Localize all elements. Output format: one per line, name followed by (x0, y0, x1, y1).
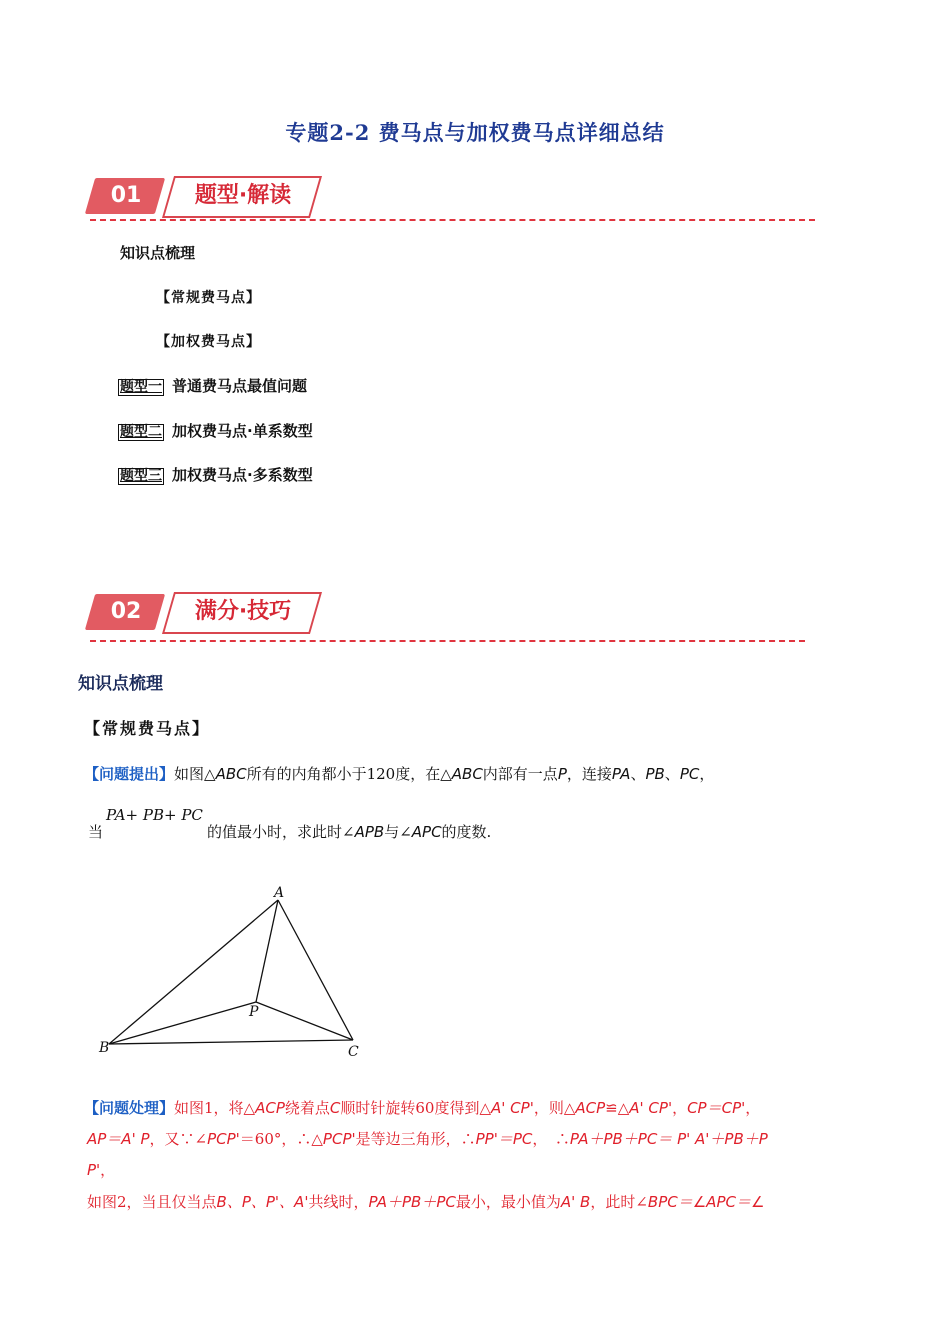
toc-type-item[interactable] (118, 420, 313, 441)
solution-math: PA＋PB＋PC (368, 1193, 456, 1211)
point-label-p: P (249, 1004, 259, 1020)
segment-bc (109, 1040, 353, 1044)
problem-text: 的度数. (441, 823, 492, 841)
section-heading: 知识点梳理 (78, 674, 163, 694)
problem-apb: APB (354, 823, 385, 841)
segment-ac (278, 900, 353, 1040)
solution-line-4 (87, 1191, 764, 1212)
solution-text: 最小，最小值为 (455, 1193, 561, 1211)
solution-math: PCP' (322, 1130, 356, 1148)
problem-pb: PB (645, 765, 665, 783)
solution-math: A' CP' (629, 1099, 673, 1117)
toc-type-item[interactable] (118, 375, 307, 396)
problem-line-1 (84, 763, 714, 784)
solution-math: ACP (255, 1099, 285, 1117)
section-banner-01 (90, 174, 330, 224)
segment-pc (256, 1002, 353, 1040)
toc-subheading-regular: 【常规费马点】 (156, 290, 261, 306)
section-label: 满分·技巧 (194, 599, 292, 624)
solution-text: 是等边三角形，∴ (355, 1130, 476, 1148)
problem-label: 【问题提出】 (84, 765, 175, 783)
solution-math: A' B (560, 1193, 591, 1211)
solution-text: 如图1，将△ (174, 1099, 256, 1117)
solution-math: ACP≌ (575, 1099, 618, 1117)
section-divider (90, 219, 815, 221)
toc-subheading-weighted: 【加权费马点】 (156, 334, 261, 350)
section-number: 02 (110, 599, 142, 624)
problem-sep: 、 (630, 765, 646, 783)
solution-math: BPC＝∠APC＝∠ (647, 1193, 765, 1211)
toc-type-tag: 题型一 (120, 379, 162, 395)
problem-text: 的值最小时，求此时∠ (207, 823, 355, 841)
solution-math: C (329, 1099, 341, 1117)
problem-line-2 (207, 821, 491, 842)
problem-p: P (557, 765, 567, 783)
solution-text: △ (617, 1099, 630, 1117)
section-number: 01 (110, 183, 142, 208)
toc-type-text: 加权费马点·单系数型 (172, 422, 313, 440)
problem-text: ，连接 (566, 765, 612, 783)
solution-text: ＝60°，∴△ (239, 1130, 323, 1148)
solution-text: ，此时∠ (590, 1193, 648, 1211)
problem-text: 内部有一点 (482, 765, 558, 783)
segment-ab (109, 900, 278, 1044)
problem-abc: ABC (215, 765, 247, 783)
solution-text: ， ∴ (532, 1130, 570, 1148)
problem-text: ， (699, 765, 715, 783)
solution-math: PP'＝PC (475, 1130, 533, 1148)
solution-line-2 (87, 1128, 768, 1149)
solution-text: 共线时， (308, 1193, 369, 1211)
solution-math: P' (87, 1161, 101, 1179)
solution-math: A' CP' (491, 1099, 534, 1117)
vertex-label-c: C (348, 1044, 359, 1060)
problem-apc: APC (411, 823, 442, 841)
problem-when: 当 (88, 823, 104, 841)
section-divider (90, 640, 805, 642)
section-label: 题型·解读 (194, 183, 292, 208)
solution-math: CP＝CP' (687, 1099, 746, 1117)
section-banner-02 (90, 590, 330, 640)
subsection-heading: 【常规费马点】 (84, 719, 211, 738)
problem-text: 所有的内角都小于120度，在△ (246, 765, 452, 783)
solution-math: PA＋PB＋PC＝ P' A'＋PB＋P (569, 1130, 768, 1148)
toc-type-text: 加权费马点·多系数型 (172, 466, 313, 484)
vertex-label-a: A (274, 885, 285, 901)
problem-pa: PA (611, 765, 631, 783)
solution-label: 【问题处理】 (84, 1099, 175, 1117)
solution-line-1 (84, 1097, 760, 1118)
segment-pb (109, 1002, 256, 1044)
solution-text: ， (745, 1099, 761, 1117)
toc-type-tag: 题型二 (120, 424, 162, 440)
solution-line-3 (87, 1159, 115, 1180)
solution-math: AP＝A' P (87, 1130, 150, 1148)
problem-abc: ABC (451, 765, 483, 783)
toc-type-text: 普通费马点最值问题 (172, 377, 308, 395)
toc-heading: 知识点梳理 (120, 244, 196, 262)
solution-text: ，则△ (533, 1099, 576, 1117)
solution-text: 绕着点 (284, 1099, 330, 1117)
problem-text: 与∠ (384, 823, 412, 841)
toc-type-tag: 题型三 (120, 468, 162, 484)
solution-text: 顺时针旋转60度得到△ (340, 1099, 492, 1117)
problem-pc: PC (679, 765, 700, 783)
vertex-label-b: B (99, 1040, 110, 1056)
solution-text: 如图2，当且仅当点 (87, 1193, 217, 1211)
toc-type-item[interactable] (118, 464, 313, 485)
solution-text: ，又∵∠ (149, 1130, 208, 1148)
problem-text: 如图△ (174, 765, 216, 783)
problem-sep: 、 (664, 765, 680, 783)
solution-math: B、P、P'、A' (216, 1193, 309, 1211)
solution-text: ， (672, 1099, 688, 1117)
page-title: 专题2-2 费马点与加权费马点详细总结 (285, 120, 665, 145)
problem-formula: PA+ PB+ PC (106, 806, 203, 824)
solution-text: ， (100, 1161, 116, 1179)
triangle-figure (90, 880, 380, 1070)
solution-math: PCP' (207, 1130, 240, 1148)
